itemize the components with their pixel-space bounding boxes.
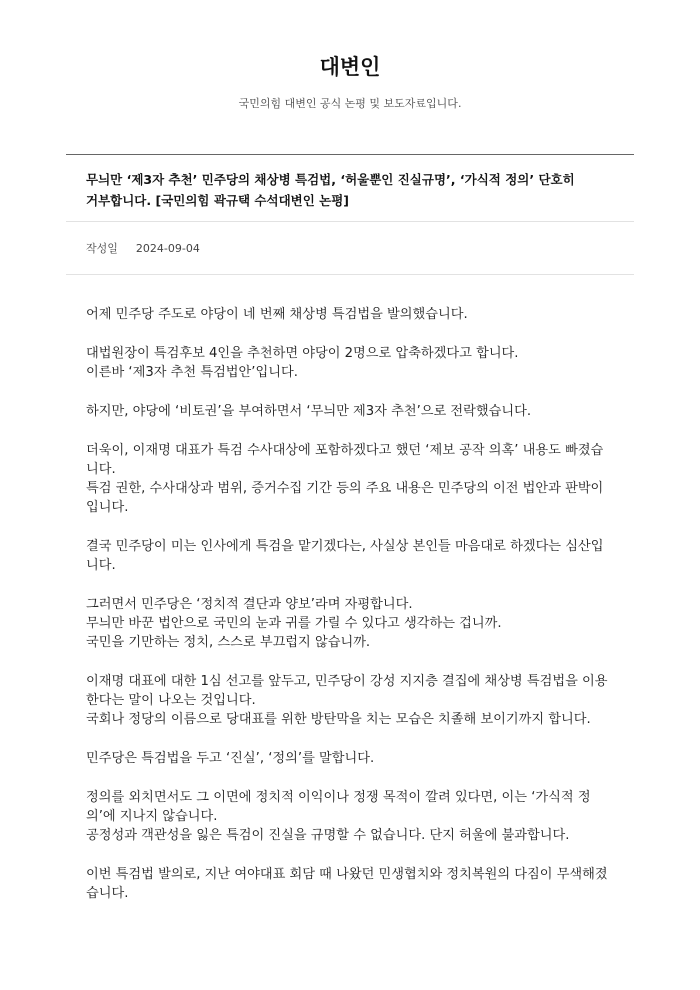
article-header <box>66 154 634 275</box>
paragraph-line: 정의를 외치면서도 그 이면에 정치적 이익이나 정쟁 목적이 깔려 있다면, 이는 ‘가식적 정의’에 지나지 않습니다. <box>86 790 591 824</box>
paragraph-line: 무늬만 바꾼 법안으로 국민의 눈과 귀를 가릴 수 있다고 생각하는 겁니까. <box>86 616 502 631</box>
paragraph-line: 결국 민주당이 미는 인사에게 특검을 맡기겠다는, 사실상 본인들 마음대로 하겠다는 심산입니다. <box>86 539 604 573</box>
article-title: 무늬만 ‘제3자 추천’ 민주당의 채상병 특검법, ‘허울뿐인 진실규명’, ‘가식적 정의’ 단호히 거부합니다. [국민의힘 곽규택 수석대변인 논평] <box>86 172 575 208</box>
date-label: 작성일 <box>86 242 118 255</box>
date-value: 2024-09-04 <box>135 241 200 255</box>
site-title: 대변인 <box>319 55 381 79</box>
article-paragraph <box>86 788 614 845</box>
paragraph-line: 특검 권한, 수사대상과 범위, 증거수집 기간 등의 주요 내용은 민주당의 이전 법안과 판박이입니다. <box>86 481 604 515</box>
paragraph-line: 국회나 정당의 이름으로 당대표를 위한 방탄막을 치는 모습은 치졸해 보이기까지 합니다. <box>86 712 591 727</box>
paragraph-line: 대법원장이 특검후보 4인을 추천하면 야당이 2명으로 압축하겠다고 합니다. <box>86 346 519 361</box>
article-paragraph <box>86 865 614 903</box>
paragraph-line: 더욱이, 이재명 대표가 특검 수사대상에 포함하겠다고 했던 ‘제보 공작 의혹’ 내용도 빠졌습니다. <box>86 443 604 477</box>
paragraph-line: 이른바 ‘제3자 추천 특검법안’입니다. <box>86 365 298 380</box>
paragraph-line: 국민을 기만하는 정치, 스스로 부끄럽지 않습니까. <box>86 635 371 650</box>
paragraph-line: 하지만, 야당에 ‘비토권’을 부여하면서 ‘무늬만 제3자 추천’으로 전락했습니다. <box>86 404 532 419</box>
article-paragraph <box>86 595 614 652</box>
article-paragraph <box>86 441 614 517</box>
paragraph-line: 공정성과 객관성을 잃은 특검이 진실을 규명할 수 없습니다. 단지 허울에 불과합니다. <box>86 828 570 843</box>
article-title-block <box>66 155 634 222</box>
paragraph-line: 이재명 대표에 대한 1심 선고를 앞두고, 민주당이 강성 지지층 결집에 채상병 특검법을 이용한다는 말이 나오는 것입니다. <box>86 674 608 708</box>
article-meta <box>66 222 634 275</box>
article-paragraph <box>86 749 614 768</box>
paragraph-line: 그러면서 민주당은 ‘정치적 결단과 양보’라며 자평합니다. <box>86 597 413 612</box>
article-paragraph <box>86 672 614 729</box>
paragraph-line: 민주당은 특검법을 두고 ‘진실’, ‘정의’를 말합니다. <box>86 751 375 766</box>
article-body <box>86 305 614 903</box>
article-paragraph <box>86 402 614 421</box>
article-paragraph <box>86 305 614 324</box>
site-header <box>0 0 700 112</box>
paragraph-line: 이번 특검법 발의로, 지난 여야대표 회담 때 나왔던 민생협치와 정치복원의 다짐이 무색해졌습니다. <box>86 867 608 901</box>
paragraph-line: 어제 민주당 주도로 야당이 네 번째 채상병 특검법을 발의했습니다. <box>86 307 468 322</box>
article-paragraph <box>86 537 614 575</box>
site-description: 국민의힘 대변인 공식 논평 및 보도자료입니다. <box>238 97 462 110</box>
article-paragraph <box>86 344 614 382</box>
